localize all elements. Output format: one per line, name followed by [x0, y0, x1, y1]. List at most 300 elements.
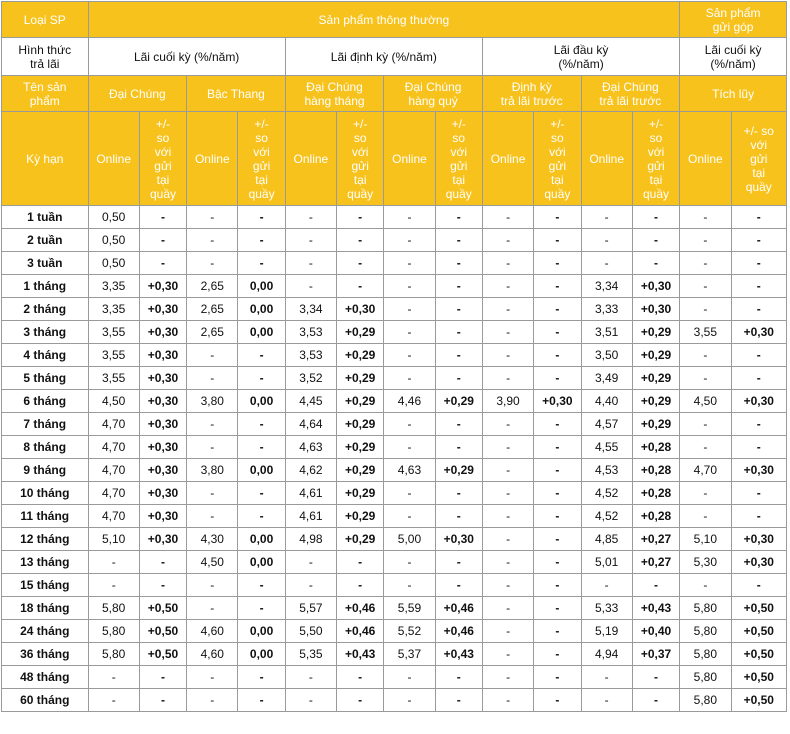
online-rate-cell: 3,53 [285, 344, 336, 367]
rate-diff-cell: - [435, 206, 482, 229]
rate-diff-cell: - [139, 206, 186, 229]
rate-diff-cell: +0,50 [731, 597, 786, 620]
online-rate-cell: 4,62 [285, 459, 336, 482]
rate-diff-cell: - [238, 482, 285, 505]
product-bac-thang-text: Bậc Thang [207, 86, 265, 101]
rate-diff-cell: - [337, 551, 384, 574]
online-rate-cell: - [581, 252, 632, 275]
online-rate-cell: - [285, 666, 336, 689]
rate-diff-cell: +0,29 [632, 367, 679, 390]
diff-header-text: +/- so với gửi tại quầy [743, 123, 774, 194]
rate-diff-cell: - [435, 666, 482, 689]
rate-diff-cell: +0,29 [632, 344, 679, 367]
rate-diff-cell: - [632, 229, 679, 252]
online-rate-cell: - [187, 482, 238, 505]
rate-diff-cell: - [337, 275, 384, 298]
online-rate-cell: - [384, 482, 435, 505]
online-rate-cell: - [680, 413, 731, 436]
rate-diff-cell: +0,30 [139, 367, 186, 390]
product-tich-luy [680, 76, 787, 112]
rate-diff-cell: - [731, 436, 786, 459]
product-tich-luy-text: Tích lũy [712, 86, 755, 101]
product-dai-chung-prepaid [581, 76, 680, 112]
rate-diff-cell: 0,00 [238, 321, 285, 344]
rate-diff-cell: - [435, 482, 482, 505]
rate-diff-cell: - [534, 298, 581, 321]
online-rate-cell: - [384, 298, 435, 321]
rate-diff-cell: +0,50 [731, 643, 786, 666]
rate-diff-cell: - [534, 229, 581, 252]
term-cell: 3 tuần [2, 252, 89, 275]
online-rate-cell: - [187, 597, 238, 620]
installment-products-text: Sản phẩm gửi góp [705, 5, 761, 34]
rate-diff-cell: - [337, 689, 384, 712]
online-rate-cell: - [482, 482, 533, 505]
header-row-columns [2, 112, 787, 206]
online-rate-cell: 5,80 [680, 620, 731, 643]
installment-products-heading [680, 2, 787, 38]
online-rate-cell: 3,80 [187, 390, 238, 413]
online-header: Online [384, 112, 435, 206]
diff-header [435, 112, 482, 206]
online-rate-cell: - [482, 620, 533, 643]
rate-diff-cell: +0,30 [337, 298, 384, 321]
upfront-text: Lãi đầu kỳ (%/năm) [553, 42, 609, 71]
online-rate-cell: - [482, 252, 533, 275]
table-row [2, 390, 787, 413]
term-cell: 36 tháng [2, 643, 89, 666]
term-cell: 13 tháng [2, 551, 89, 574]
online-rate-cell: 5,30 [680, 551, 731, 574]
rate-diff-cell: - [534, 666, 581, 689]
product-name-label [2, 76, 89, 112]
online-rate-cell: 3,80 [187, 459, 238, 482]
rate-diff-cell: +0,30 [139, 528, 186, 551]
rate-diff-cell: - [238, 367, 285, 390]
diff-header [632, 112, 679, 206]
table-row [2, 252, 787, 275]
rate-diff-cell: +0,43 [435, 643, 482, 666]
online-header: Online [482, 112, 533, 206]
rate-diff-cell: 0,00 [238, 275, 285, 298]
end-of-term-heading: Lãi cuối kỳ (%/năm) [88, 38, 285, 76]
online-rate-cell: 4,63 [285, 436, 336, 459]
online-rate-cell: - [285, 206, 336, 229]
online-header: Online [680, 112, 731, 206]
online-rate-cell: - [482, 551, 533, 574]
online-rate-cell: 4,70 [88, 482, 139, 505]
online-rate-cell: - [680, 229, 731, 252]
online-rate-cell: - [285, 689, 336, 712]
rate-diff-cell: - [238, 229, 285, 252]
online-rate-cell: - [680, 206, 731, 229]
term-cell: 2 tuần [2, 229, 89, 252]
online-rate-cell: 3,35 [88, 298, 139, 321]
term-cell: 4 tháng [2, 344, 89, 367]
online-rate-cell: 4,70 [88, 413, 139, 436]
rate-diff-cell: +0,30 [139, 275, 186, 298]
rate-diff-cell: - [632, 689, 679, 712]
online-rate-cell: - [285, 275, 336, 298]
rate-diff-cell: +0,50 [139, 620, 186, 643]
online-rate-cell: 4,61 [285, 482, 336, 505]
rate-diff-cell: - [632, 252, 679, 275]
rate-diff-cell: - [337, 574, 384, 597]
interest-rate-table [1, 1, 787, 712]
online-rate-cell: - [680, 298, 731, 321]
rate-diff-cell: - [534, 482, 581, 505]
online-rate-cell: - [384, 413, 435, 436]
online-rate-cell: - [482, 298, 533, 321]
online-rate-cell: - [482, 344, 533, 367]
rate-diff-cell: +0,29 [337, 367, 384, 390]
online-header: Online [581, 112, 632, 206]
rate-diff-cell: - [337, 666, 384, 689]
rate-diff-cell: - [534, 551, 581, 574]
rate-diff-cell: - [238, 689, 285, 712]
online-rate-cell: - [384, 252, 435, 275]
online-rate-cell: - [187, 206, 238, 229]
online-rate-cell: - [384, 321, 435, 344]
online-rate-cell: - [187, 252, 238, 275]
diff-header [731, 112, 786, 206]
rate-diff-cell: - [238, 344, 285, 367]
online-rate-cell: 4,52 [581, 482, 632, 505]
term-cell: 60 tháng [2, 689, 89, 712]
online-rate-cell: - [285, 551, 336, 574]
end-of-term-installment-heading [680, 38, 787, 76]
rate-diff-cell: +0,29 [337, 505, 384, 528]
term-cell: 11 tháng [2, 505, 89, 528]
rate-diff-cell: - [731, 229, 786, 252]
online-rate-cell: 5,10 [680, 528, 731, 551]
rate-diff-cell: - [337, 206, 384, 229]
online-rate-cell: - [285, 252, 336, 275]
rate-diff-cell: - [534, 275, 581, 298]
rate-diff-cell: +0,43 [337, 643, 384, 666]
rate-diff-cell: - [534, 528, 581, 551]
online-rate-cell: - [581, 666, 632, 689]
online-rate-cell: 5,80 [88, 643, 139, 666]
rate-diff-cell: - [534, 597, 581, 620]
online-rate-cell: - [680, 574, 731, 597]
rate-diff-cell: - [534, 321, 581, 344]
online-rate-cell: - [482, 574, 533, 597]
table-row [2, 620, 787, 643]
rate-diff-cell: - [731, 344, 786, 367]
online-rate-cell: - [187, 436, 238, 459]
rate-diff-cell: +0,29 [337, 413, 384, 436]
rate-diff-cell: - [534, 505, 581, 528]
online-rate-cell: 5,00 [384, 528, 435, 551]
online-rate-cell: - [187, 413, 238, 436]
rate-diff-cell: +0,28 [632, 482, 679, 505]
online-rate-cell: - [285, 229, 336, 252]
rate-diff-cell: - [731, 574, 786, 597]
rate-diff-cell: +0,30 [139, 436, 186, 459]
table-row [2, 528, 787, 551]
table-row [2, 643, 787, 666]
term-cell: 10 tháng [2, 482, 89, 505]
online-rate-cell: 4,94 [581, 643, 632, 666]
table-row [2, 505, 787, 528]
online-rate-cell: 5,50 [285, 620, 336, 643]
online-rate-cell: 3,33 [581, 298, 632, 321]
rate-diff-cell: +0,30 [139, 344, 186, 367]
online-rate-cell: 4,85 [581, 528, 632, 551]
online-rate-cell: - [482, 229, 533, 252]
table-row [2, 413, 787, 436]
online-rate-cell: 4,70 [88, 436, 139, 459]
diff-header [534, 112, 581, 206]
rate-diff-cell: +0,30 [139, 459, 186, 482]
rate-diff-cell: +0,30 [139, 321, 186, 344]
diff-header-text: +/- so với gửi tại quầy [642, 116, 670, 201]
rate-diff-cell: +0,27 [632, 528, 679, 551]
table-row [2, 551, 787, 574]
rate-diff-cell: - [139, 551, 186, 574]
term-cell: 6 tháng [2, 390, 89, 413]
online-rate-cell: - [581, 689, 632, 712]
rate-diff-cell: - [435, 344, 482, 367]
table-row [2, 367, 787, 390]
rate-diff-cell: - [731, 482, 786, 505]
online-rate-cell: 4,30 [187, 528, 238, 551]
product-periodic-prepaid-text: Định kỳ trả lãi trước [500, 79, 563, 108]
online-rate-cell: 4,70 [88, 459, 139, 482]
online-rate-cell: - [482, 505, 533, 528]
table-row [2, 666, 787, 689]
online-header: Online [187, 112, 238, 206]
online-rate-cell: 4,50 [88, 390, 139, 413]
rate-diff-cell: +0,30 [139, 390, 186, 413]
rate-diff-cell: - [238, 206, 285, 229]
online-rate-cell: - [680, 344, 731, 367]
rate-diff-cell: +0,50 [731, 666, 786, 689]
rate-diff-cell: - [139, 229, 186, 252]
rate-diff-cell: - [534, 344, 581, 367]
rate-diff-cell: - [139, 252, 186, 275]
rate-diff-cell: +0,46 [337, 620, 384, 643]
online-rate-cell: 4,40 [581, 390, 632, 413]
online-rate-cell: 3,49 [581, 367, 632, 390]
rate-diff-cell: - [632, 574, 679, 597]
rate-diff-cell: - [534, 206, 581, 229]
rate-diff-cell: +0,30 [139, 505, 186, 528]
table-row [2, 574, 787, 597]
online-rate-cell: - [482, 597, 533, 620]
rate-diff-cell: +0,50 [731, 620, 786, 643]
rate-diff-cell: - [534, 620, 581, 643]
product-dai-chung [88, 76, 187, 112]
table-row [2, 689, 787, 712]
online-rate-cell: - [482, 321, 533, 344]
online-rate-cell: 3,55 [88, 367, 139, 390]
rate-diff-cell: +0,30 [139, 298, 186, 321]
online-rate-cell: 4,60 [187, 620, 238, 643]
online-rate-cell: 4,60 [187, 643, 238, 666]
product-dai-chung-quarterly [384, 76, 483, 112]
rate-diff-cell: 0,00 [238, 459, 285, 482]
online-rate-cell: - [482, 367, 533, 390]
table-row [2, 482, 787, 505]
rate-diff-cell: - [435, 367, 482, 390]
rate-diff-cell: +0,29 [337, 390, 384, 413]
online-rate-cell: 5,80 [680, 597, 731, 620]
rate-diff-cell: 0,00 [238, 551, 285, 574]
online-rate-cell: 5,80 [88, 597, 139, 620]
online-rate-cell: 5,57 [285, 597, 336, 620]
rate-diff-cell: - [435, 321, 482, 344]
rate-diff-cell: - [731, 206, 786, 229]
rate-diff-cell: - [139, 574, 186, 597]
online-rate-cell: 4,55 [581, 436, 632, 459]
online-rate-cell: 3,34 [581, 275, 632, 298]
rate-diff-cell: - [731, 413, 786, 436]
online-rate-cell: 5,80 [88, 620, 139, 643]
online-rate-cell: - [384, 229, 435, 252]
online-rate-cell: - [384, 666, 435, 689]
term-cell: 5 tháng [2, 367, 89, 390]
online-rate-cell: - [187, 574, 238, 597]
online-rate-cell: 4,57 [581, 413, 632, 436]
online-rate-cell: - [581, 574, 632, 597]
rate-diff-cell: +0,29 [337, 321, 384, 344]
rate-diff-cell: - [238, 597, 285, 620]
rate-diff-cell: +0,40 [632, 620, 679, 643]
online-rate-cell: 0,50 [88, 229, 139, 252]
online-rate-cell: - [384, 574, 435, 597]
online-rate-cell: 2,65 [187, 298, 238, 321]
online-rate-cell: 5,80 [680, 689, 731, 712]
online-rate-cell: 5,19 [581, 620, 632, 643]
diff-header-text: +/- so với gửi tại quầy [544, 116, 571, 201]
online-rate-cell: 4,50 [680, 390, 731, 413]
rate-diff-cell: +0,30 [632, 298, 679, 321]
rate-diff-cell: - [534, 643, 581, 666]
rate-diff-cell: - [534, 436, 581, 459]
diff-header-text: +/- so với gửi tại quầy [149, 116, 176, 201]
online-rate-cell: - [384, 367, 435, 390]
rate-diff-cell: - [435, 436, 482, 459]
online-rate-cell: 5,35 [285, 643, 336, 666]
table-row [2, 206, 787, 229]
product-dai-chung-monthly [285, 76, 384, 112]
rate-diff-cell: +0,29 [435, 459, 482, 482]
rate-diff-cell: - [238, 574, 285, 597]
rate-diff-cell: - [534, 574, 581, 597]
online-rate-cell: - [88, 574, 139, 597]
online-rate-cell: - [187, 344, 238, 367]
online-rate-cell: 2,65 [187, 275, 238, 298]
online-rate-cell: 4,61 [285, 505, 336, 528]
rate-diff-cell: +0,30 [731, 528, 786, 551]
header-row-product-names [2, 76, 787, 112]
header-row-product-type [2, 2, 787, 38]
product-dai-chung-prepaid-text: Đại Chúng trả lãi trước [599, 79, 662, 108]
rate-diff-cell: 0,00 [238, 298, 285, 321]
rate-diff-cell: 0,00 [238, 390, 285, 413]
diff-header [238, 112, 285, 206]
rate-diff-cell: +0,46 [337, 597, 384, 620]
online-rate-cell: - [680, 436, 731, 459]
rate-diff-cell: +0,46 [435, 597, 482, 620]
rate-diff-cell: - [534, 367, 581, 390]
online-rate-cell: - [384, 206, 435, 229]
online-rate-cell: - [482, 666, 533, 689]
rate-diff-cell: - [534, 252, 581, 275]
rate-diff-cell: +0,29 [337, 436, 384, 459]
rate-diff-cell: +0,50 [139, 597, 186, 620]
online-rate-cell: - [384, 551, 435, 574]
online-rate-cell: - [680, 367, 731, 390]
rate-diff-cell: - [435, 252, 482, 275]
online-rate-cell: 3,53 [285, 321, 336, 344]
product-dai-chung-quarterly-text: Đại Chúng hàng quý [404, 79, 462, 108]
online-rate-cell: - [482, 206, 533, 229]
rate-diff-cell: - [238, 666, 285, 689]
term-cell: 9 tháng [2, 459, 89, 482]
term-cell: 15 tháng [2, 574, 89, 597]
table-row [2, 597, 787, 620]
online-rate-cell: 4,45 [285, 390, 336, 413]
online-rate-cell: - [680, 482, 731, 505]
rate-diff-cell: - [731, 252, 786, 275]
online-rate-cell: 0,50 [88, 206, 139, 229]
rate-diff-cell: - [435, 689, 482, 712]
term-cell: 1 tuần [2, 206, 89, 229]
end-of-term-installment-text: Lãi cuối kỳ (%/năm) [704, 42, 762, 71]
rate-diff-cell: +0,29 [632, 321, 679, 344]
table-row [2, 459, 787, 482]
rate-diff-cell: 0,00 [238, 528, 285, 551]
online-rate-cell: - [482, 689, 533, 712]
rate-diff-cell: +0,29 [337, 344, 384, 367]
online-header: Online [88, 112, 139, 206]
rate-diff-cell: - [238, 505, 285, 528]
online-rate-cell: - [482, 643, 533, 666]
term-cell: 1 tháng [2, 275, 89, 298]
online-rate-cell: 5,37 [384, 643, 435, 666]
rate-diff-cell: - [435, 298, 482, 321]
online-rate-cell: 3,51 [581, 321, 632, 344]
table-row [2, 344, 787, 367]
online-rate-cell: 5,52 [384, 620, 435, 643]
term-cell: 2 tháng [2, 298, 89, 321]
rate-diff-cell: +0,30 [731, 390, 786, 413]
online-rate-cell: 3,55 [680, 321, 731, 344]
online-rate-cell: 5,10 [88, 528, 139, 551]
regular-products-heading: Sản phẩm thông thường [88, 2, 680, 38]
online-rate-cell: - [88, 689, 139, 712]
product-type-label: Loại SP [2, 2, 89, 38]
rate-diff-cell: +0,29 [435, 390, 482, 413]
rate-diff-cell: - [632, 206, 679, 229]
online-rate-cell: 3,55 [88, 321, 139, 344]
payment-method-text: Hình thức trả lãi [18, 42, 72, 71]
periodic-heading: Lãi định kỳ (%/năm) [285, 38, 482, 76]
online-rate-cell: - [187, 666, 238, 689]
rate-diff-cell: - [534, 413, 581, 436]
term-cell: 48 tháng [2, 666, 89, 689]
rate-diff-cell: +0,30 [139, 482, 186, 505]
online-rate-cell: 4,70 [88, 505, 139, 528]
online-rate-cell: - [88, 666, 139, 689]
rate-rows [2, 206, 787, 712]
rate-diff-cell: - [731, 275, 786, 298]
term-cell: 3 tháng [2, 321, 89, 344]
diff-header [337, 112, 384, 206]
